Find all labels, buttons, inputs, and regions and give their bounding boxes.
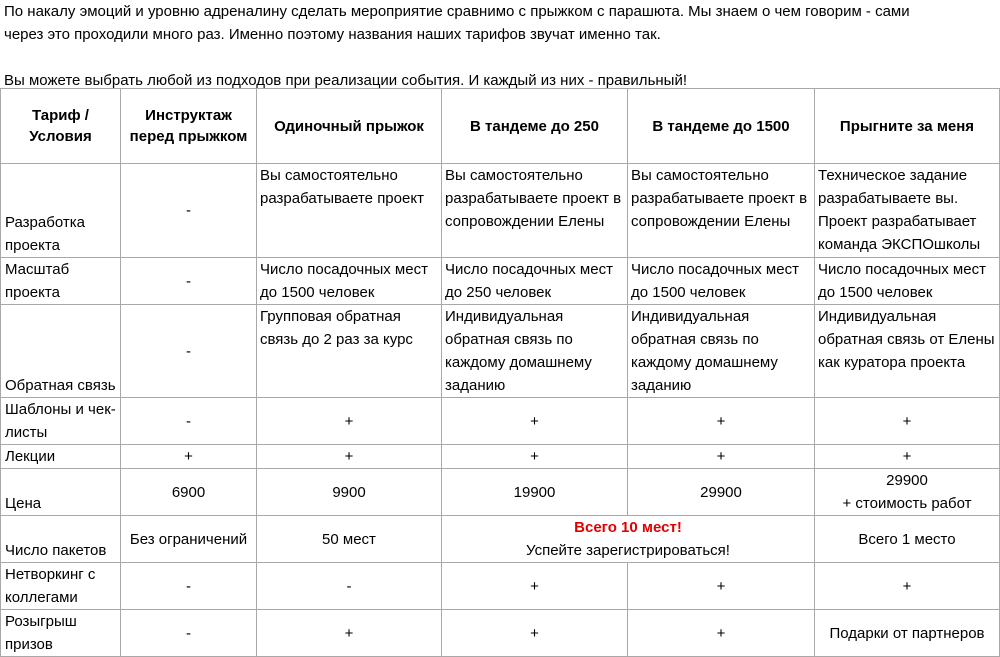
table-cell: -	[121, 305, 257, 398]
table-cell: +	[628, 445, 815, 469]
table-cell: Индивидуальная обратная связь по каждому домашнему заданию	[442, 305, 628, 398]
table-header-row	[1, 89, 1000, 164]
row-label: Нетворкинг с коллегами	[1, 563, 121, 610]
table-cell: 6900	[121, 469, 257, 516]
intro-line-3: Вы можете выбрать любой из подходов при реализации события. И каждый из них - правильный!	[4, 72, 687, 89]
table-cell: 29900	[628, 469, 815, 516]
row-label: Цена	[1, 469, 121, 516]
table-cell: -	[121, 164, 257, 258]
row-label: Розыгрыш призов	[1, 610, 121, 657]
table-cell: Число посадочных мест до 1500 человек	[628, 258, 815, 305]
table-row	[1, 305, 1000, 398]
table-cell: Вы самостоятельно разрабатываете проект в сопровождении Елены	[628, 164, 815, 258]
table-cell: Техническое задание разрабатываете вы. Проект разрабатывает команда ЭКСПОшколы	[815, 164, 1000, 258]
table-cell: +	[442, 445, 628, 469]
table-cell: +	[628, 398, 815, 445]
row-label: Обратная связь	[1, 305, 121, 398]
table-row	[1, 563, 1000, 610]
table-cell: +	[121, 445, 257, 469]
header-cell: В тандеме до 1500	[628, 89, 815, 164]
table-row	[1, 516, 1000, 563]
header-cell: Инструктаж перед прыжком	[121, 89, 257, 164]
table-cell: Число посадочных мест до 250 человек	[442, 258, 628, 305]
table-row	[1, 469, 1000, 516]
row-label: Шаблоны и чек-листы	[1, 398, 121, 445]
table-cell: Без ограничений	[121, 516, 257, 563]
row-label: Число пакетов	[1, 516, 121, 563]
table-cell: +	[257, 610, 442, 657]
table-cell: Групповая обратная связь до 2 раз за курс	[257, 305, 442, 398]
intro-line-2: через это проходили много раз. Именно поэтому названия наших тарифов звучат именно так.	[4, 26, 661, 43]
table-row	[1, 398, 1000, 445]
table-cell: Всего 1 место	[815, 516, 1000, 563]
table-cell: -	[121, 563, 257, 610]
table-cell: +	[442, 563, 628, 610]
table-row	[1, 610, 1000, 657]
table-cell: +	[442, 398, 628, 445]
table-cell: Вы самостоятельно разрабатываете проект в сопровождении Елены	[442, 164, 628, 258]
table-cell: Индивидуальная обратная связь от Елены как куратора проекта	[815, 305, 1000, 398]
price-value: 29900	[886, 472, 928, 489]
table-cell: Индивидуальная обратная связь по каждому домашнему заданию	[628, 305, 815, 398]
table-cell: -	[121, 398, 257, 445]
table-cell: +	[628, 563, 815, 610]
table-cell: +	[815, 398, 1000, 445]
table-cell: Подарки от партнеров	[815, 610, 1000, 657]
table-cell: -	[257, 563, 442, 610]
table-row	[1, 258, 1000, 305]
table-cell: +	[257, 445, 442, 469]
header-cell: Прыгните за меня	[815, 89, 1000, 164]
table-cell: Число посадочных мест до 1500 человек	[815, 258, 1000, 305]
tariff-table	[0, 88, 1000, 657]
header-cell: Одиночный прыжок	[257, 89, 442, 164]
table-cell: Вы самостоятельно разрабатываете проект	[257, 164, 442, 258]
intro-text	[4, 0, 998, 92]
table-cell: +	[628, 610, 815, 657]
header-cell: В тандеме до 250	[442, 89, 628, 164]
table-cell: +	[257, 398, 442, 445]
table-row	[1, 445, 1000, 469]
table-cell: Число посадочных мест до 1500 человек	[257, 258, 442, 305]
intro-line-1: По накалу эмоций и уровню адреналину сделать мероприятие сравнимо с прыжком с парашюта. Мы знаем о чем говорим - сами	[4, 3, 910, 20]
seats-limit-notice: Всего 10 мест!	[574, 519, 682, 536]
price-extra: + стоимость работ	[842, 495, 972, 512]
register-call: Успейте зарегистрироваться!	[526, 542, 730, 559]
row-label: Лекции	[1, 445, 121, 469]
table-cell: 9900	[257, 469, 442, 516]
header-cell: Тариф / Условия	[1, 89, 121, 164]
table-cell: 50 мест	[257, 516, 442, 563]
table-cell: 19900	[442, 469, 628, 516]
row-label: Разработка проекта	[1, 164, 121, 258]
merged-cell	[442, 516, 815, 563]
table-cell: +	[815, 445, 1000, 469]
table-cell: -	[121, 610, 257, 657]
table-cell: -	[121, 258, 257, 305]
table-cell	[815, 469, 1000, 516]
table-cell: +	[442, 610, 628, 657]
row-label: Масштаб проекта	[1, 258, 121, 305]
table-cell: +	[815, 563, 1000, 610]
table-row	[1, 164, 1000, 258]
